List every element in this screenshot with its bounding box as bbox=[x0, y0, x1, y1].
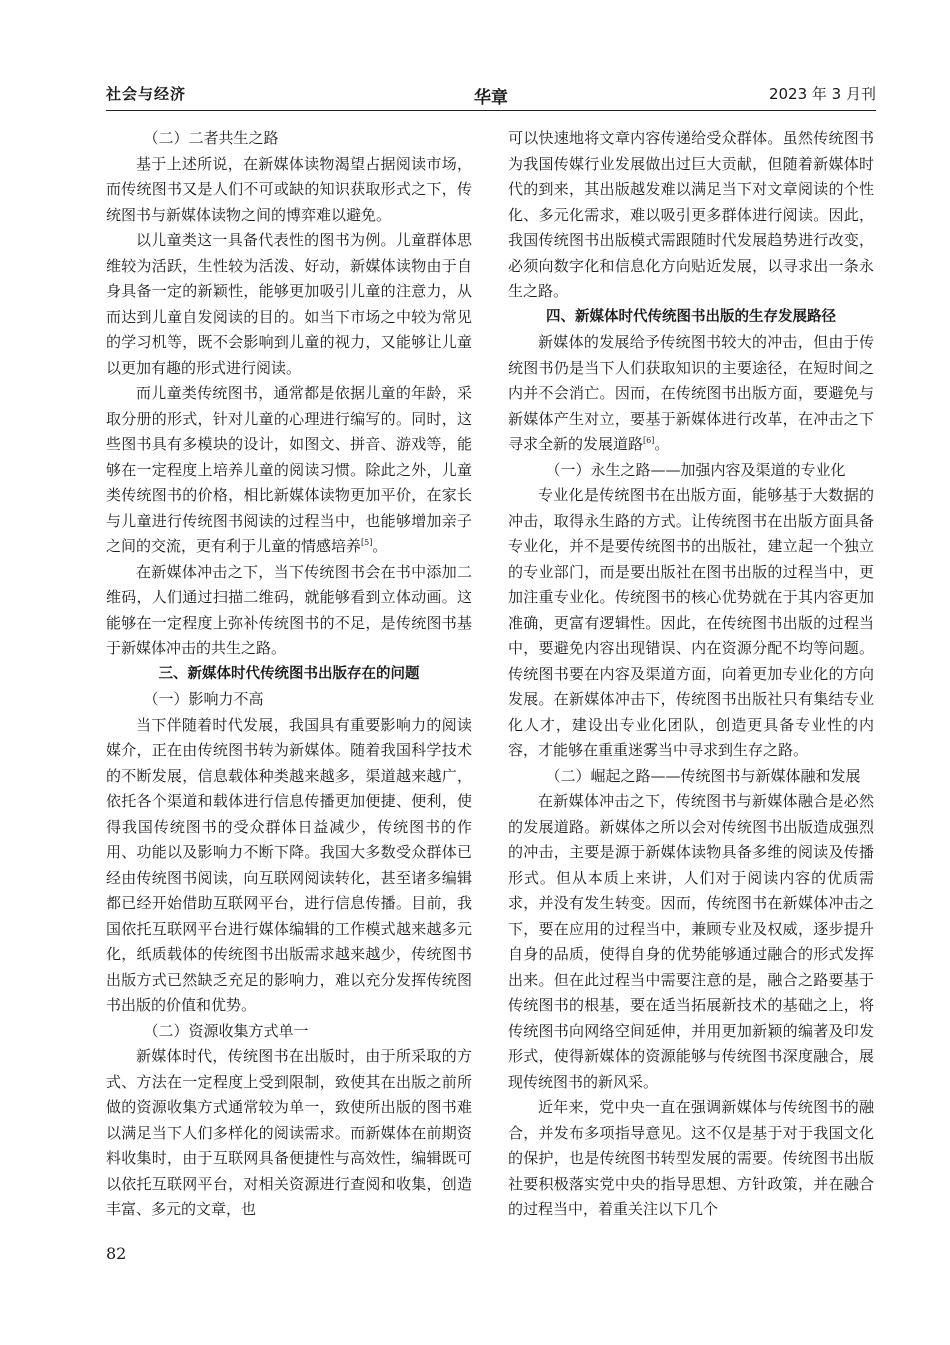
right-column bbox=[508, 126, 874, 1223]
paragraph: 近年来，党中央一直在强调新媒体与传统图书的融合，并发布多项指导意见。这不仅是基于对于我国文化的保护，也是传统图书转型发展的需要。传统图书出版社要积极落实党中央的指导思想、方针政策，并在融合的过程当中，着重关注以下几个 bbox=[508, 1098, 874, 1218]
subheading-eternal: （一）永生之路——加强内容及渠道的专业化 bbox=[545, 460, 846, 479]
paragraph: 专业化是传统图书在出版方面，能够基于大数据的冲击，取得永生路的方式。让传统图书在出版方面具备专业化，并不是要传统图书的出版社，建立起一个独立的专业部门，而是要出版社在图书出版的过程当中，更加注重专业化。传统图书的核心优势就在于其内容更加准确，更富有逻辑性。因此，在传统图书出版的过程当中，要避免内容出现错误、内在资源分配不均等问题。传统图书要在内容及渠道方面，向着更加专业化的方向发展。在新媒体冲击下，传统图书出版社只有集结专业化人才，建设出专业化团队，创造更具备专业性的内容，才能够在重重迷雾当中寻求到生存之路。 bbox=[508, 486, 874, 759]
left-column bbox=[106, 126, 472, 1223]
paragraph-text: 而儿童类传统图书，通常都是依据儿童的年龄，采取分册的形式，针对儿童的心理进行编写的。同时，这些图书具有多模块的设计，如图文、拼音、游戏等，能够在一定程度上培养儿童的阅读习惯。除此之外，儿童类传统图书的价格，相比新媒体读物更加平价，在家长与儿童进行传统图书阅读的过程当中，也能够增加亲子之间的交流，更有利于儿童的情感培养 bbox=[106, 384, 472, 555]
header-rule bbox=[106, 110, 876, 111]
section-heading-3: 三、新媒体时代传统图书出版存在的问题 bbox=[158, 665, 420, 682]
paragraph: 基于上述所说，在新媒体读物渴望占据阅读市场，而传统图书又是人们不可或缺的知识获取形式之下，传统图书与新媒体读物之间的博弈难以避免。 bbox=[106, 154, 472, 224]
subheading-rise: （二）崛起之路——传统图书与新媒体融和发展 bbox=[545, 766, 861, 785]
paragraph: 以儿童类这一具备代表性的图书为例。儿童群体思维较为活跃，生性较为活泼、好动，新媒体读物由于自身具备一定的新颖性，能够更加吸引儿童的注意力，从而达到儿童自发阅读的目的。如当下市场之中较为常见的学习机等，既不会影响到儿童的视力，又能够让儿童以更加有趣的形式进行阅读。 bbox=[106, 231, 472, 377]
citation-ref: [6] bbox=[643, 436, 655, 445]
issue-date: 2023 年 3 月刊 bbox=[768, 85, 876, 103]
paragraph-end: 。 bbox=[372, 537, 388, 555]
journal-name: 华章 bbox=[474, 88, 508, 108]
subheading-coexist: （二）二者共生之路 bbox=[143, 129, 279, 147]
paragraph: 新媒体时代，传统图书在出版时，由于所采取的方式、方法在一定程度上受到限制，致使其在出版之前所做的资源收集方式通常较为单一，致使所出版的图书难以满足当下人们多样化的阅读需求。而新媒体在前期资料收集时，由于互联网具备便捷性与高效性，编辑既可以依托互联网平台，对相关资源进行查阅和收集，创造丰富、多元的文章，也 bbox=[106, 1047, 472, 1218]
page-number: 82 bbox=[106, 1244, 127, 1263]
paragraph: 在新媒体冲击之下，传统图书与新媒体融合是必然的发展道路。新媒体之所以会对传统图书出版造成强烈的冲击，主要是源于新媒体读物具备多维的阅读及传播形式。但从本质上来讲，人们对于阅读内容的优质需求，并没有发生转变。因而，传统图书在新媒体冲击之下，要在应用的过程当中，兼顾专业及权威，逐步提升自身的品质，使得自身的优势能够通过融合的形式发挥出来。但在此过程当中需要注意的是，融合之路要基于传统图书的根基，要在适当拓展新技术的基础之上，将传统图书向网络空间延伸，并用更加新颖的编著及印发形式，使得新媒体的资源能够与传统图书深度融合，展现传统图书的新风采。 bbox=[508, 792, 874, 1091]
paragraph: 当下伴随着时代发展，我国具有重要影响力的阅读媒介，正在由传统图书转为新媒体。随着我国科学技术的不断发展，信息载体种类越来越多，渠道越来越广，依托各个渠道和载体进行信息传播更加便捷、便利，使得我国传统图书的受众群体日益减少，传统图书的作用、功能以及影响力不断下降。我国大多数受众群体已经由传统图书阅读，向互联网阅读转化，甚至诸多编辑都已经开始借助互联网平台，进行信息传播。目前，我国依托互联网平台进行媒体编辑的工作模式越来越多元化，纸质载体的传统图书出版需求越来越少，传统图书出版方式已然缺乏充足的影响力，难以充分发挥传统图书出版的价值和优势。 bbox=[106, 715, 472, 1014]
paragraph: 在新媒体冲击之下，当下传统图书会在书中添加二维码，人们通过扫描二维码，就能够看到立体动画。这能够在一定程度上弥补传统图书的不足，是传统图书基于新媒体冲击的共生之路。 bbox=[106, 562, 472, 657]
citation-ref: [5] bbox=[361, 538, 373, 547]
paragraph bbox=[106, 381, 472, 560]
subheading-resource: （二）资源收集方式单一 bbox=[143, 1021, 309, 1040]
journal-section: 社会与经济 bbox=[106, 85, 187, 103]
paragraph bbox=[508, 330, 874, 458]
section-heading-4: 四、新媒体时代传统图书出版的生存发展路径 bbox=[546, 308, 836, 325]
paragraph-continued: 可以快速地将文章内容传递给受众群体。虽然传统图书为我国传媒行业发展做出过巨大贡献，但随着新媒体时代的到来，其出版越发难以满足当下对文章阅读的个性化、多元化需求，难以吸引更多群体进行阅读。因此，我国传统图书出版模式需跟随时代发展趋势进行改变，必须向数字化和信息化方向贴近发展，以寻求出一条永生之路。 bbox=[508, 129, 874, 300]
paragraph-text: 新媒体的发展给予传统图书较大的冲击，但由于传统图书仍是当下人们获取知识的主要途径，在短时间之内并不会消亡。因而，在传统图书出版方面，要避免与新媒体产生对立，要基于新媒体进行改革，在冲击之下寻求全新的发展道路 bbox=[508, 333, 874, 453]
running-header bbox=[106, 83, 876, 108]
paragraph-end: 。 bbox=[654, 435, 670, 453]
subheading-influence: （一）影响力不高 bbox=[143, 690, 264, 708]
